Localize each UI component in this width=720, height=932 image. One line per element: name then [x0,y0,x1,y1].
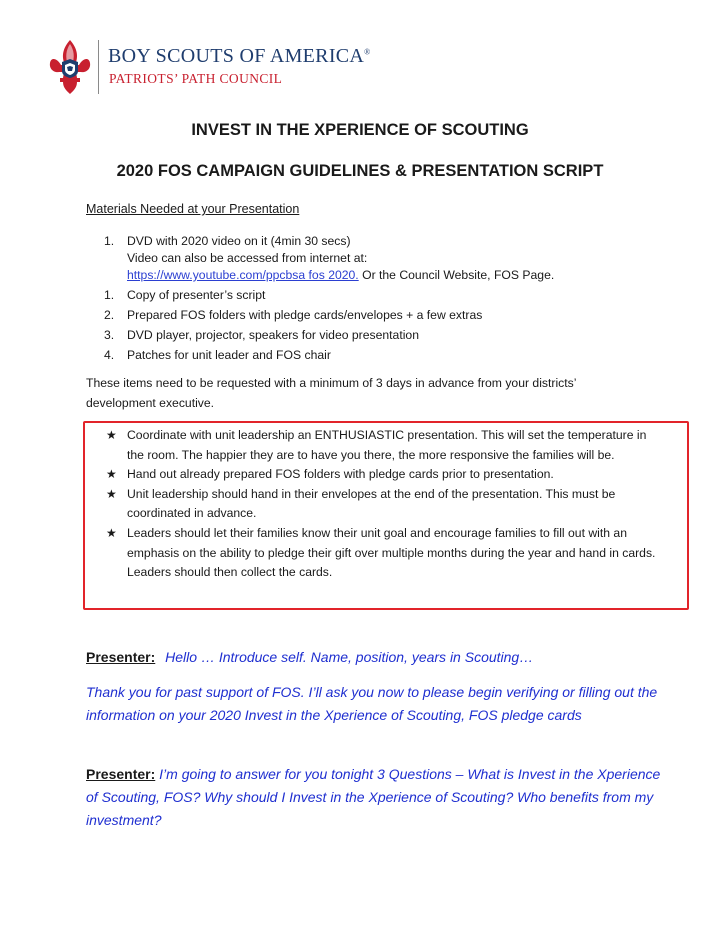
bsa-logo [48,38,371,98]
list-item-text: Copy of presenter’s script [127,288,266,302]
script-text: Hello … Introduce self. Name, position, years in Scouting… [165,649,534,665]
presenter-label: Presenter: [86,766,156,782]
list-number: 4. [104,348,115,362]
star-bullet-icon: ★ [106,428,117,442]
list-item [104,287,664,304]
star-bullet-icon: ★ [106,525,117,540]
guideline-list [106,426,666,583]
page-subtitle: 2020 FOS CAMPAIGN GUIDELINES & PRESENTATION SCRIPT [116,162,604,180]
list-item [104,307,664,324]
guideline-item [106,524,666,583]
list-number: 2. [104,308,115,322]
guideline-text: Coordinate with unit leadership an ENTHUSIASTIC presentation. This will set the temperature in the room. The happier they are to have you there, the more responsive the families will be. [127,428,647,462]
list-number: 1. [104,288,115,302]
materials-list [104,233,664,364]
guideline-text: Unit leadership should hand in their envelopes at the end of the presentation. This must be coordinated in advance. [127,486,616,521]
list-item-text: Or the Council Website, FOS Page. [358,268,555,282]
list-number: 1. [104,234,115,248]
fleur-de-lis-icon [48,38,92,96]
guideline-item [106,465,666,485]
script-line-1 [86,646,666,669]
list-item-text: Patches for unit leader and FOS chair [127,348,331,362]
star-bullet-icon: ★ [106,467,117,482]
list-item-text: DVD player, projector, speakers for video presentation [127,328,419,342]
guideline-text: Hand out already prepared FOS folders with pledge cards prior to presentation. [127,467,554,482]
logo-divider [98,40,99,94]
advance-notice: These items need to be requested with a minimum of 3 days in advance from your districts’ development executive. [86,376,576,410]
presenter-label: Presenter: [86,649,156,665]
list-item [104,327,664,344]
list-item [104,347,664,364]
guideline-item [106,485,666,524]
script-paragraph-2: Thank you for past support of FOS. I’ll ask you now to please begin verifying or filling out the information on your 2020 Invest in the Xperience of Scouting, FOS pledge cards [86,684,658,723]
org-name: BOY SCOUTS OF AMERICA® [108,45,371,67]
list-item-text: Video can also be accessed from internet at: [127,251,368,265]
list-item [104,233,664,284]
guideline-text: Leaders should let their families know their unit goal and encourage families to fill out with an emphasis on the ability to pledge their gift over multiple months during the year and hand in cards. Leaders should then collect the cards. [127,525,656,580]
list-number: 3. [104,328,115,342]
script-line-3 [86,763,666,832]
list-item-text: DVD with 2020 video on it (4min 30 secs) [127,234,351,248]
council-name: PATRIOTS’ PATH COUNCIL [109,71,283,86]
youtube-link[interactable]: https://www.youtube.com/ppcbsa fos 2020. [127,268,359,282]
star-bullet-icon: ★ [106,486,117,501]
script-text: I’m going to answer for you tonight 3 Questions – What is Invest in the Xperience of Scouting, FOS? Why should I Invest in the Xperience of Scouting? Who benefits from my investment? [86,766,661,828]
list-item-text: Prepared FOS folders with pledge cards/envelopes + a few extras [127,308,483,322]
guideline-item [106,426,666,465]
materials-heading: Materials Needed at your Presentation [86,202,300,216]
page-title: INVEST IN THE XPERIENCE OF SCOUTING [191,121,529,139]
list-item-link-line [127,267,664,284]
